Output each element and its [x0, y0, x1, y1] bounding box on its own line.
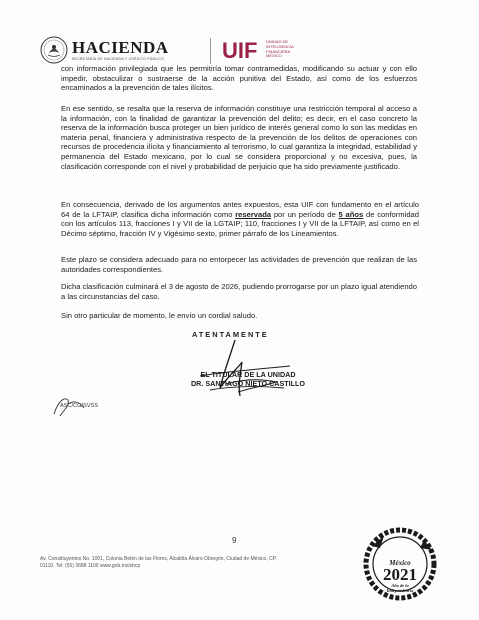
signer-title: EL TITULAR DE LA UNIDAD [200, 370, 296, 379]
paragraph-5: Dicha clasificación culminará el 3 de agosto de 2026, pudiendo prorrogarse por un plazo igual atendiendo a las circunstancias del caso. [61, 282, 417, 301]
uif-logo-icon [220, 36, 260, 64]
paragraph-3-part-b: por un período de [271, 209, 339, 219]
paragraph-3 [61, 200, 419, 238]
footer-line-1: Av. Constituyentes No. 1001, Colonia Belén de las Flores, Alcaldía Álvaro Obregón, Ciudad de México, CP. [40, 556, 277, 562]
page-number: 9 [232, 536, 237, 545]
paragraph-3-part-a: En consecuencia, derivado de los argumentos antes expuestos, esta UIF con fundamento en el artículo 64 de la LFTAIP, clasifica dicha información como [61, 200, 419, 219]
paragraph-6: Sin otro particular de momento, le envío un cordial saludo. [61, 311, 258, 320]
signer-name: DR. SANTIAGO NIETO CASTILLO [190, 379, 306, 388]
footer-line-2: 01110. Tel: (55) 3688 1100 www.gob.mx/shcp [40, 563, 141, 569]
letterhead [40, 36, 294, 66]
closing-atentamente: ATENTAMENTE [192, 330, 269, 339]
paragraph-1: con información privilegiada que les permitiría tomar contramedidas, modificando su actuar y con ello impedir, obstaculizar o sustraerse de la acción punitiva del Estado, así como de los esfuerzos encaminados a la prevención de tales ilícitos. [61, 64, 417, 93]
initials-text: ASC/CG/SVSS [60, 403, 98, 409]
brand-name: HACIENDA [72, 38, 169, 57]
emblem-mexico: México [389, 559, 411, 567]
paragraph-2: En ese sentido, se resalta que la reserva de información constituye una restricción temporal al acceso a la información, con la finalidad de garantizar la prevención del delito; es decir, en el caso concreto la reserva de la información busca proteger un bien jurídico de interés general como lo son las medidas en materia penal, financiera y administrativa respecto de la prevención de los delitos de operaciones con recursos de procedencia ilícita y financiamiento al terrorismo, lo cual garantiza la integridad, estabilidad y permanencia del Estado mexicano, por lo cual se considera proporcional y no excesiva, pues, la clasificación corresponde con el nivel y probabilidad de perjuicio que ha sido previamente justificado. [61, 104, 417, 171]
brand-subtitle: SECRETARÍA DE HACIENDA Y CRÉDITO PÚBLICO [72, 57, 165, 61]
paragraph-4: Este plazo se considera adecuado para no entorpecer las actividades de prevención que realizan de las autoridades correspondientes. [61, 255, 417, 274]
emblem-year: 2021 [383, 565, 417, 584]
emblem-text [378, 560, 422, 593]
footer-address [40, 556, 340, 570]
signer-block [158, 370, 338, 388]
emblem-tagline: Año de la Independencia [386, 583, 414, 593]
uif-logo-text: UIF [222, 38, 258, 63]
paragraph-3-part-c: de conformidad con los artículos 113, fracciones I y VII de la LGTAIP; 110, fracciones I y VII de la LFTAIP, así como en el Décimo séptimo, fracción IV y Vigésimo sexto, primer párrafo de los Lineamientos. [61, 209, 419, 238]
header-divider [210, 38, 211, 64]
reservada-term: reservada [235, 209, 272, 219]
reserve-period: 5 años [338, 209, 364, 219]
uif-subtitle: UNIDAD DE INTELIGENCIA FINANCIERA MÉXICO [266, 39, 294, 59]
national-seal-icon [40, 36, 68, 64]
